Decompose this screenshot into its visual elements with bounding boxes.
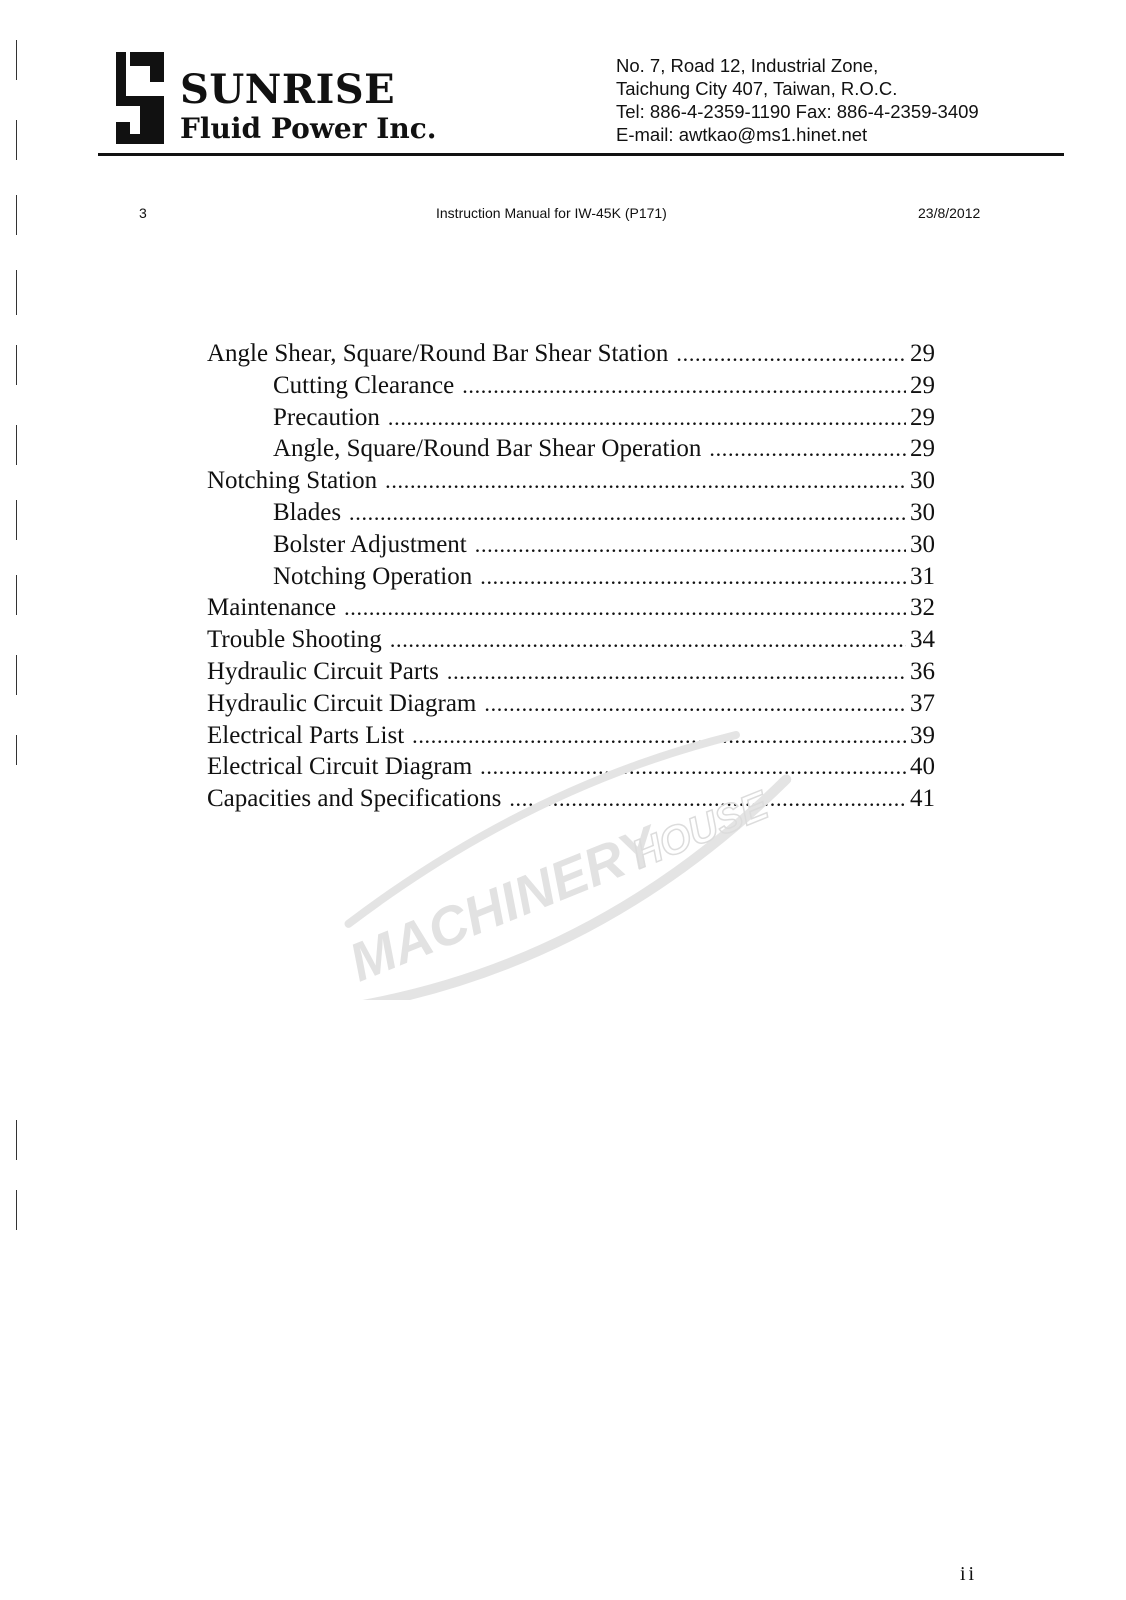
toc-entry-title: Bolster Adjustment [273, 530, 467, 558]
toc-entry-page: 40 [910, 753, 935, 781]
toc-entry-page: 30 [910, 498, 935, 526]
toc-entry-page: 29 [910, 403, 935, 431]
toc-entry-title: Notching Operation [273, 562, 473, 590]
toc-entry-page: 36 [910, 657, 935, 685]
toc-entry[interactable] [207, 404, 935, 436]
toc-entry-title: Electrical Parts List [207, 721, 405, 749]
toc-entry[interactable] [207, 531, 935, 563]
toc-entry-page: 32 [910, 594, 935, 622]
address-line: No. 7, Road 12, Industrial Zone, [616, 55, 879, 76]
machineryhouse-watermark [300, 720, 820, 1000]
toc-entry-page: 39 [910, 721, 935, 749]
toc-entry[interactable] [207, 499, 935, 531]
toc-leader [385, 468, 906, 494]
toc-leader [709, 436, 906, 462]
toc-entry[interactable] [207, 467, 935, 499]
toc-entry-page: 29 [910, 371, 935, 399]
edge-mark [16, 345, 17, 385]
edge-mark [16, 40, 17, 80]
address-line: E-mail: awtkao@ms1.hinet.net [616, 124, 868, 145]
address-line: Taichung City 407, Taiwan, R.O.C. [616, 78, 898, 99]
toc-leader [390, 627, 906, 653]
edge-mark [16, 655, 17, 695]
toc-leader [344, 595, 906, 621]
toc-entry-page: 41 [910, 785, 935, 813]
toc-entry-title: Precaution [273, 403, 380, 431]
toc-leader [462, 373, 906, 399]
company-name: SUNRISE [180, 66, 396, 113]
toc-entry-title: Maintenance [207, 594, 337, 622]
toc-entry-page: 34 [910, 626, 935, 654]
toc-entry-page: 29 [910, 340, 935, 367]
toc-entry[interactable] [207, 658, 935, 690]
footer-page-number: ii [960, 1563, 978, 1585]
toc-entry[interactable] [207, 563, 935, 595]
toc-entry-title: Angle Shear, Square/Round Bar Shear Station [207, 340, 669, 367]
company-subtitle: Fluid Power Inc. [180, 112, 437, 145]
toc-entry-title: Hydraulic Circuit Diagram [207, 689, 477, 717]
toc-entry-title: Notching Station [207, 467, 378, 495]
sunrise-logo-icon [112, 50, 168, 146]
edge-mark [16, 270, 17, 315]
toc-entry-title: Hydraulic Circuit Parts [207, 657, 439, 685]
company-address [616, 54, 979, 146]
edge-mark [16, 735, 17, 765]
edge-mark [16, 425, 17, 465]
toc-leader [475, 532, 906, 558]
toc-entry[interactable] [207, 372, 935, 404]
toc-entry-title: Cutting Clearance [273, 371, 455, 399]
toc-entry-page: 30 [910, 467, 935, 495]
toc-entry-title: Capacities and Specifications [207, 785, 502, 813]
edge-mark [16, 195, 17, 235]
edge-mark [16, 1120, 17, 1160]
toc-entry-page: 37 [910, 689, 935, 717]
watermark-main-text: MACHINERY [341, 815, 666, 994]
manual-title: Instruction Manual for IW-45K (P171) [436, 205, 667, 221]
document-date: 23/8/2012 [918, 205, 981, 221]
address-line: Tel: 886-4-2359-1190 Fax: 886-4-2359-3409 [616, 101, 979, 122]
toc-entry[interactable] [207, 690, 935, 722]
toc-entry[interactable] [207, 594, 935, 626]
toc-leader [480, 564, 906, 590]
watermark-outline-text: HOUSE [626, 783, 775, 878]
toc-entry-title: Trouble Shooting [207, 626, 382, 654]
edge-mark [16, 1190, 17, 1230]
page-number: 3 [139, 205, 147, 221]
toc-entry-page: 31 [910, 562, 935, 590]
toc-entry-page: 29 [910, 435, 935, 463]
toc-entry[interactable] [207, 340, 935, 372]
edge-mark [16, 575, 17, 615]
toc-entry[interactable] [207, 626, 935, 658]
toc-entry-title: Blades [273, 498, 342, 526]
toc-entry-page: 30 [910, 530, 935, 558]
header-divider [98, 153, 1064, 156]
edge-mark [16, 120, 17, 160]
toc-entry[interactable] [207, 435, 935, 467]
toc-entry-title: Electrical Circuit Diagram [207, 753, 473, 781]
toc-leader [388, 405, 906, 431]
toc-leader [676, 341, 906, 367]
toc-leader [447, 659, 906, 685]
toc-leader [484, 691, 906, 717]
edge-mark [16, 500, 17, 540]
toc-entry-title: Angle, Square/Round Bar Shear Operation [273, 435, 702, 463]
toc-leader [349, 500, 906, 526]
